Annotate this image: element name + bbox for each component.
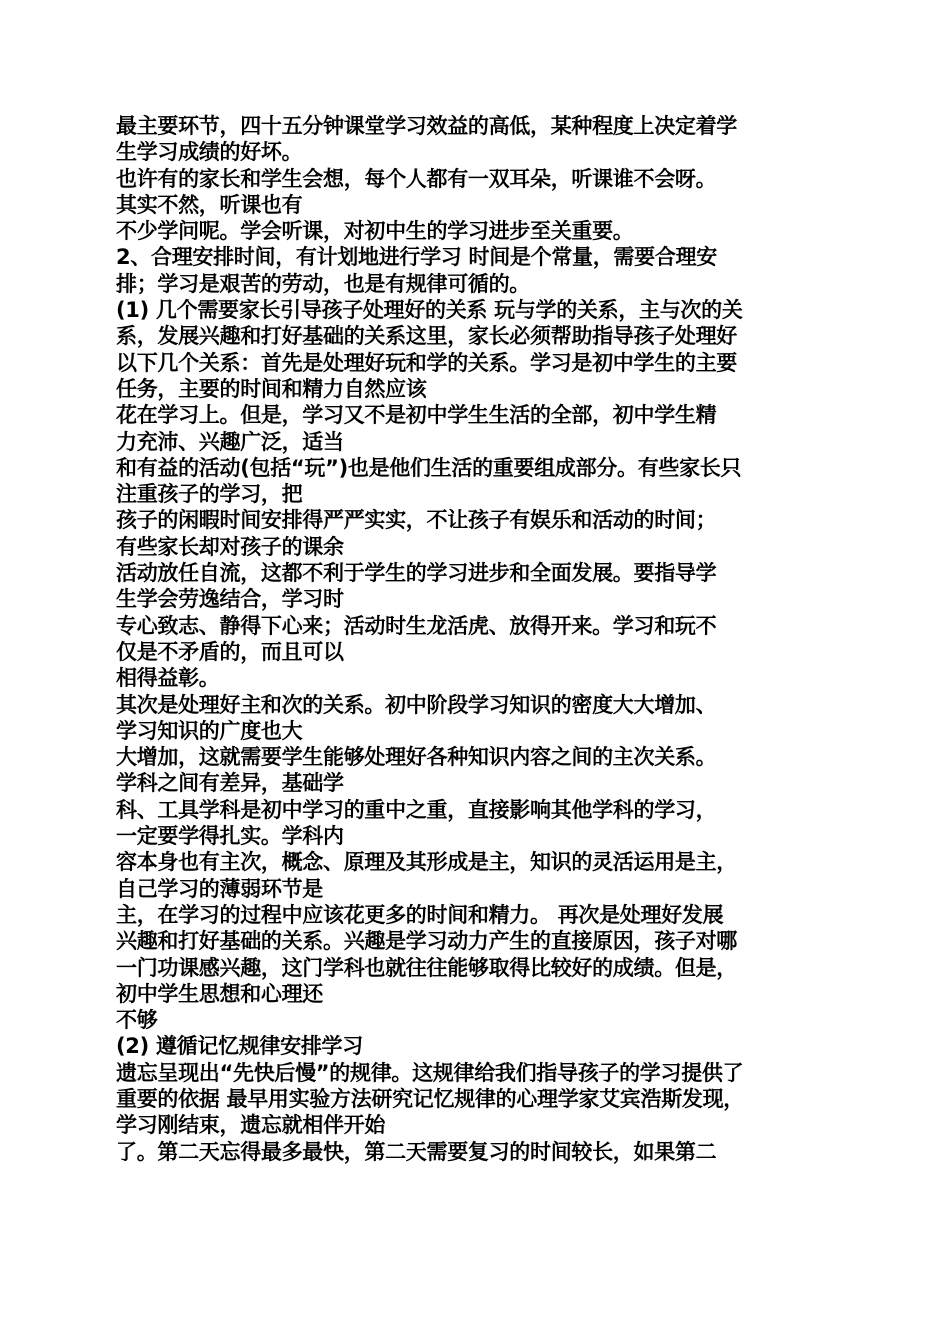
text-line: 和有益的活动(包括“玩”)也是他们生活的重要组成部分。有些家长只 xyxy=(116,455,742,480)
text-line: 学习知识的广度也大 xyxy=(116,718,303,743)
text-line: 注重孩子的学习，把 xyxy=(116,482,303,507)
text-line: 主，在学习的过程中应该花更多的时间和精力。 再次是处理好发展 xyxy=(116,902,724,927)
text-line: (2) 遵循记忆规律安排学习 xyxy=(116,1034,363,1059)
text-line: 系，发展兴趣和打好基础的关系这里，家长必须帮助指导孩子处理好 xyxy=(116,324,737,349)
text-line: 排；学习是艰苦的劳动，也是有规律可循的。 xyxy=(116,271,530,296)
text-line: 孩子的闲暇时间安排得严严实实，不让孩子有娱乐和活动的时间； xyxy=(116,508,717,533)
text-line: 任务，主要的时间和精力自然应该 xyxy=(116,376,427,401)
text-line: 不够 xyxy=(116,1008,158,1033)
text-line: 生学会劳逸结合，学习时 xyxy=(116,587,344,612)
text-line: 2、合理安排时间，有计划地进行学习 时间是个常量，需要合理安 xyxy=(116,245,717,270)
text-line: 最主要环节，四十五分钟课堂学习效益的高低，某种程度上决定着学 xyxy=(116,114,737,138)
text-line: 生学习成绩的好坏。 xyxy=(116,140,303,165)
text-line: 也许有的家长和学生会想，每个人都有一双耳朵，听课谁不会呀。 xyxy=(116,166,717,191)
text-line: 大增加，这就需要学生能够处理好各种知识内容之间的主次关系。 xyxy=(116,745,717,770)
text-line: 科、工具学科是初中学习的重中之重，直接影响其他学科的学习， xyxy=(116,797,717,822)
text-line: 学科之间有差异，基础学 xyxy=(116,771,344,796)
text-line: 以下几个关系：首先是处理好玩和学的关系。学习是初中学生的主要 xyxy=(116,350,737,375)
body-text xyxy=(116,113,840,1165)
text-line: 遗忘呈现出“先快后慢”的规律。这规律给我们指导孩子的学习提供了 xyxy=(116,1060,744,1085)
text-line: 花在学习上。但是，学习又不是初中学生生活的全部，初中学生精 xyxy=(116,403,717,428)
text-line: 学习刚结束，遗忘就相伴开始 xyxy=(116,1113,386,1138)
text-line: 重要的依据 最早用实验方法研究记忆规律的心理学家艾宾浩斯发现， xyxy=(116,1086,745,1111)
text-line: 初中学生思想和心理还 xyxy=(116,981,323,1006)
text-line: 自己学习的薄弱环节是 xyxy=(116,876,323,901)
text-line: 专心致志、静得下心来；活动时生龙活虎、放得开来。学习和玩不 xyxy=(116,613,717,638)
text-line: 不少学问呢。学会听课，对初中生的学习进步至关重要。 xyxy=(116,219,634,244)
text-line: 仅是不矛盾的，而且可以 xyxy=(116,639,344,664)
text-line: 容本身也有主次，概念、原理及其形成是主，知识的灵活运用是主， xyxy=(116,850,737,875)
text-line: 力充沛、兴趣广泛，适当 xyxy=(116,429,344,454)
text-line: 其实不然，听课也有 xyxy=(116,192,303,217)
text-line: 有些家长却对孩子的课余 xyxy=(116,534,344,559)
text-line: 活动放任自流，这都不利于学生的学习进步和全面发展。要指导学 xyxy=(116,561,717,586)
text-line: (1) 几个需要家长引导孩子处理好的关系 玩与学的关系，主与次的关 xyxy=(116,298,743,323)
text-line: 其次是处理好主和次的关系。初中阶段学习知识的密度大大增加、 xyxy=(116,692,717,717)
text-line: 兴趣和打好基础的关系。兴趣是学习动力产生的直接原因，孩子对哪 xyxy=(116,929,737,954)
text-line: 一定要学得扎实。学科内 xyxy=(116,824,344,849)
text-line: 一门功课感兴趣，这门学科也就往往能够取得比较好的成绩。但是， xyxy=(116,955,737,980)
text-line: 了。第二天忘得最多最快，第二天需要复习的时间较长，如果第二 xyxy=(116,1139,717,1164)
text-line: 相得益彰。 xyxy=(116,666,220,691)
